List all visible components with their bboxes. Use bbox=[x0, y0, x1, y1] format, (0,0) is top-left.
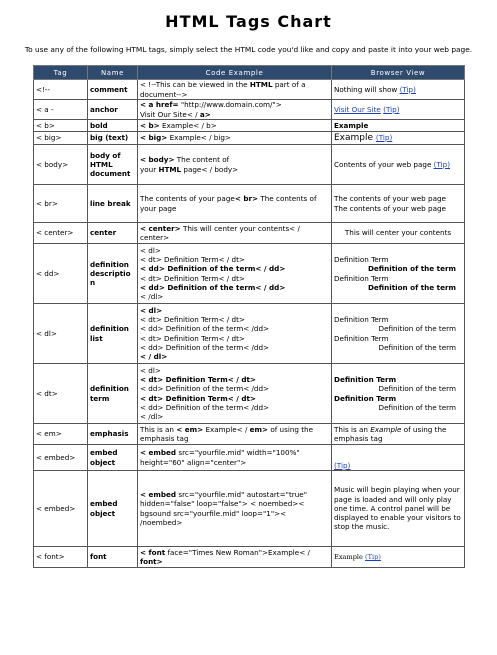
code-text: a> bbox=[199, 109, 211, 119]
table-row bbox=[34, 424, 465, 445]
code-cell bbox=[138, 304, 332, 364]
table-row bbox=[34, 471, 465, 547]
code-text: src="yourfile.mid" autostart="true" hidden="false" loop="false"> < noembed>< bgsound src="yourfile.mid" loop="1">< /noembed> bbox=[140, 490, 308, 527]
tag-cell: < em> bbox=[34, 424, 88, 445]
table-row bbox=[34, 445, 465, 471]
view-cell: Example bbox=[332, 120, 465, 132]
table-row bbox=[34, 304, 465, 364]
code-cell bbox=[138, 120, 332, 132]
code-line: < dd> Definition of the term< /dd> bbox=[140, 342, 270, 352]
tip-link[interactable]: (Tip) bbox=[433, 159, 451, 169]
code-text: HTML bbox=[249, 80, 273, 90]
page-title: HTML Tags Chart bbox=[165, 12, 332, 31]
code-text: < center> bbox=[140, 223, 181, 233]
tag-cell: < b> bbox=[34, 120, 88, 132]
view-term: Definition Term bbox=[334, 333, 389, 343]
header-name: Name bbox=[88, 66, 138, 80]
code-text: font> bbox=[140, 557, 163, 566]
table-row bbox=[34, 364, 465, 424]
code-cell bbox=[138, 185, 332, 223]
table-header-row bbox=[34, 66, 465, 80]
view-text: This is an bbox=[334, 424, 371, 434]
name-cell: body of HTML document bbox=[88, 145, 138, 185]
name-cell: definition description bbox=[88, 244, 138, 304]
table-row bbox=[34, 185, 465, 223]
view-cell bbox=[332, 445, 465, 471]
code-text: < b> bbox=[140, 120, 160, 130]
view-term: Definition Term bbox=[334, 255, 389, 265]
code-cell bbox=[138, 445, 332, 471]
tag-cell: <!-- bbox=[34, 80, 88, 100]
name-cell: comment bbox=[88, 80, 138, 100]
code-cell bbox=[138, 100, 332, 120]
code-text: The content of bbox=[174, 155, 230, 165]
view-term: Definition Term bbox=[334, 393, 397, 403]
code-text: This will center your contents< / center> bbox=[140, 223, 300, 242]
code-text: Example< / b> bbox=[159, 120, 217, 130]
code-cell bbox=[138, 132, 332, 145]
view-cell bbox=[332, 244, 465, 304]
code-text: < body> bbox=[140, 155, 175, 165]
tag-cell: < dl> bbox=[34, 304, 88, 364]
table-row bbox=[34, 132, 465, 145]
code-text: < a href= bbox=[140, 100, 179, 110]
view-term: Definition Term bbox=[334, 315, 389, 325]
code-text: your bbox=[140, 164, 159, 174]
tip-link[interactable]: (Tip) bbox=[365, 552, 381, 561]
table-row bbox=[34, 547, 465, 568]
code-text: em> bbox=[249, 424, 269, 434]
view-cell bbox=[332, 424, 465, 445]
code-line: < dd> Definition of the term< /dd> bbox=[140, 384, 270, 394]
tag-cell: < center> bbox=[34, 223, 88, 244]
code-text: src="yourfile.mid" width="100%" height="60" align="center"> bbox=[140, 448, 300, 467]
code-text: < embed bbox=[140, 490, 177, 500]
view-cell bbox=[332, 185, 465, 223]
code-text: Visit Our Site< / bbox=[140, 109, 200, 119]
view-cell bbox=[332, 304, 465, 364]
tip-link[interactable]: (Tip) bbox=[334, 460, 351, 470]
view-text: The contents of your web page bbox=[334, 203, 446, 213]
tag-cell: < dd> bbox=[34, 244, 88, 304]
code-line: < / dl> bbox=[140, 351, 168, 361]
view-cell bbox=[332, 364, 465, 424]
view-cell bbox=[332, 100, 465, 120]
table-row bbox=[34, 100, 465, 120]
table-row bbox=[34, 145, 465, 185]
code-line: < dd> Definition of the term< /dd> bbox=[140, 402, 270, 412]
code-text: < br> bbox=[234, 194, 259, 204]
code-cell bbox=[138, 547, 332, 568]
code-line: < dl> bbox=[140, 305, 163, 315]
code-cell bbox=[138, 424, 332, 445]
view-cell: Music will begin playing when your page is loaded and will only play one time. A control panel will be displayed to enable your visitors to stop the music. bbox=[332, 471, 465, 547]
code-cell bbox=[138, 471, 332, 547]
tag-cell: < embed> bbox=[34, 471, 88, 547]
view-text: Example bbox=[334, 552, 366, 561]
view-text: Nothing will show bbox=[334, 84, 400, 94]
code-line: < dt> Definition Term< / dt> bbox=[140, 393, 256, 403]
name-cell: embed object bbox=[88, 471, 138, 547]
view-text: of using the emphasis tag bbox=[334, 424, 447, 443]
code-text: < embed bbox=[140, 448, 177, 458]
view-cell bbox=[332, 547, 465, 568]
name-cell: center bbox=[88, 223, 138, 244]
view-text: Contents of your web page bbox=[334, 159, 434, 169]
code-cell bbox=[138, 145, 332, 185]
code-text: < big> bbox=[140, 133, 168, 143]
code-line: < dt> Definition Term< / dt> bbox=[140, 375, 256, 385]
code-cell bbox=[138, 80, 332, 100]
code-text: Example< / big> bbox=[167, 133, 231, 143]
code-text: < !--This can be viewed in the bbox=[140, 80, 250, 90]
code-line: < dd> Definition of the term< / dd> bbox=[140, 264, 286, 274]
code-text: page< / body> bbox=[181, 164, 239, 174]
name-cell: line break bbox=[88, 185, 138, 223]
code-line: < /dl> bbox=[140, 291, 164, 301]
view-text: The contents of your web page bbox=[334, 194, 446, 204]
code-cell bbox=[138, 364, 332, 424]
name-cell: font bbox=[88, 547, 138, 568]
code-text: "http://www.domain.com/"> bbox=[180, 100, 282, 110]
view-term: Definition Term bbox=[334, 375, 397, 385]
view-definition: Definition of the term bbox=[378, 342, 456, 352]
code-cell bbox=[138, 223, 332, 244]
header-browser-view: Browser View bbox=[332, 66, 465, 80]
code-line: < dd> Definition of the term< /dd> bbox=[140, 324, 270, 334]
name-cell: definition list bbox=[88, 304, 138, 364]
code-text: of using the emphasis tag bbox=[140, 424, 314, 443]
tag-cell: < dt> bbox=[34, 364, 88, 424]
view-definition: Definition of the term bbox=[378, 402, 456, 412]
code-line: < dt> Definition Term< / dt> bbox=[140, 333, 245, 343]
code-line: < dl> bbox=[140, 245, 161, 255]
view-text: Example bbox=[370, 424, 402, 434]
tag-cell: < body> bbox=[34, 145, 88, 185]
view-definition: Definition of the term bbox=[367, 264, 456, 274]
name-cell: bold bbox=[88, 120, 138, 132]
html-tags-table bbox=[33, 65, 465, 568]
table-row bbox=[34, 80, 465, 100]
name-cell: definition term bbox=[88, 364, 138, 424]
view-cell bbox=[332, 80, 465, 100]
name-cell: anchor bbox=[88, 100, 138, 120]
code-text: The contents of your page bbox=[140, 194, 235, 204]
view-definition: Definition of the term bbox=[378, 384, 456, 394]
view-definition: Definition of the term bbox=[378, 324, 456, 334]
view-term: Definition Term bbox=[334, 273, 389, 283]
tag-cell: < font> bbox=[34, 547, 88, 568]
view-text: Example bbox=[334, 132, 376, 143]
tip-link[interactable]: (Tip) bbox=[399, 84, 416, 94]
tip-link[interactable]: (Tip) bbox=[375, 132, 393, 142]
code-cell bbox=[138, 244, 332, 304]
name-cell: big (text) bbox=[88, 132, 138, 145]
name-cell: embed object bbox=[88, 445, 138, 471]
tag-cell: < embed> bbox=[34, 445, 88, 471]
code-line: < dl> bbox=[140, 365, 161, 375]
code-line: < /dl> bbox=[140, 411, 164, 421]
header-code-example: Code Example bbox=[138, 66, 332, 80]
intro-text: To use any of the following HTML tags, simply select the HTML code you'd like and copy and paste it into your web page. bbox=[24, 45, 473, 54]
visit-site-link[interactable]: Visit Our Site bbox=[334, 104, 381, 114]
table-row bbox=[34, 120, 465, 132]
name-cell: emphasis bbox=[88, 424, 138, 445]
tag-cell: < a - bbox=[34, 100, 88, 120]
view-cell bbox=[332, 145, 465, 185]
code-text: The contents of your page bbox=[140, 194, 317, 213]
code-text: < font bbox=[140, 547, 166, 557]
code-text: face="Times New Roman">Example< / bbox=[165, 547, 310, 557]
view-definition: Definition of the term bbox=[367, 282, 456, 292]
code-text: HTML bbox=[158, 164, 182, 174]
view-cell bbox=[332, 132, 465, 145]
code-text: < em> bbox=[176, 424, 204, 434]
header-tag: Tag bbox=[34, 66, 88, 80]
code-text: This is an bbox=[140, 424, 177, 434]
code-line: < dt> Definition Term< / dt> bbox=[140, 273, 245, 283]
code-text: Example< / bbox=[203, 424, 250, 434]
view-cell: This will center your contents bbox=[332, 223, 465, 244]
code-line: < dd> Definition of the term< / dd> bbox=[140, 282, 286, 292]
code-text: part of a document--> bbox=[140, 80, 306, 99]
tip-link[interactable]: (Tip) bbox=[383, 104, 400, 114]
table-row bbox=[34, 223, 465, 244]
table-row bbox=[34, 244, 465, 304]
tag-cell: < big> bbox=[34, 132, 88, 145]
code-line: < dt> Definition Term< / dt> bbox=[140, 315, 245, 325]
tag-cell: < br> bbox=[34, 185, 88, 223]
code-line: < dt> Definition Term< / dt> bbox=[140, 255, 245, 265]
